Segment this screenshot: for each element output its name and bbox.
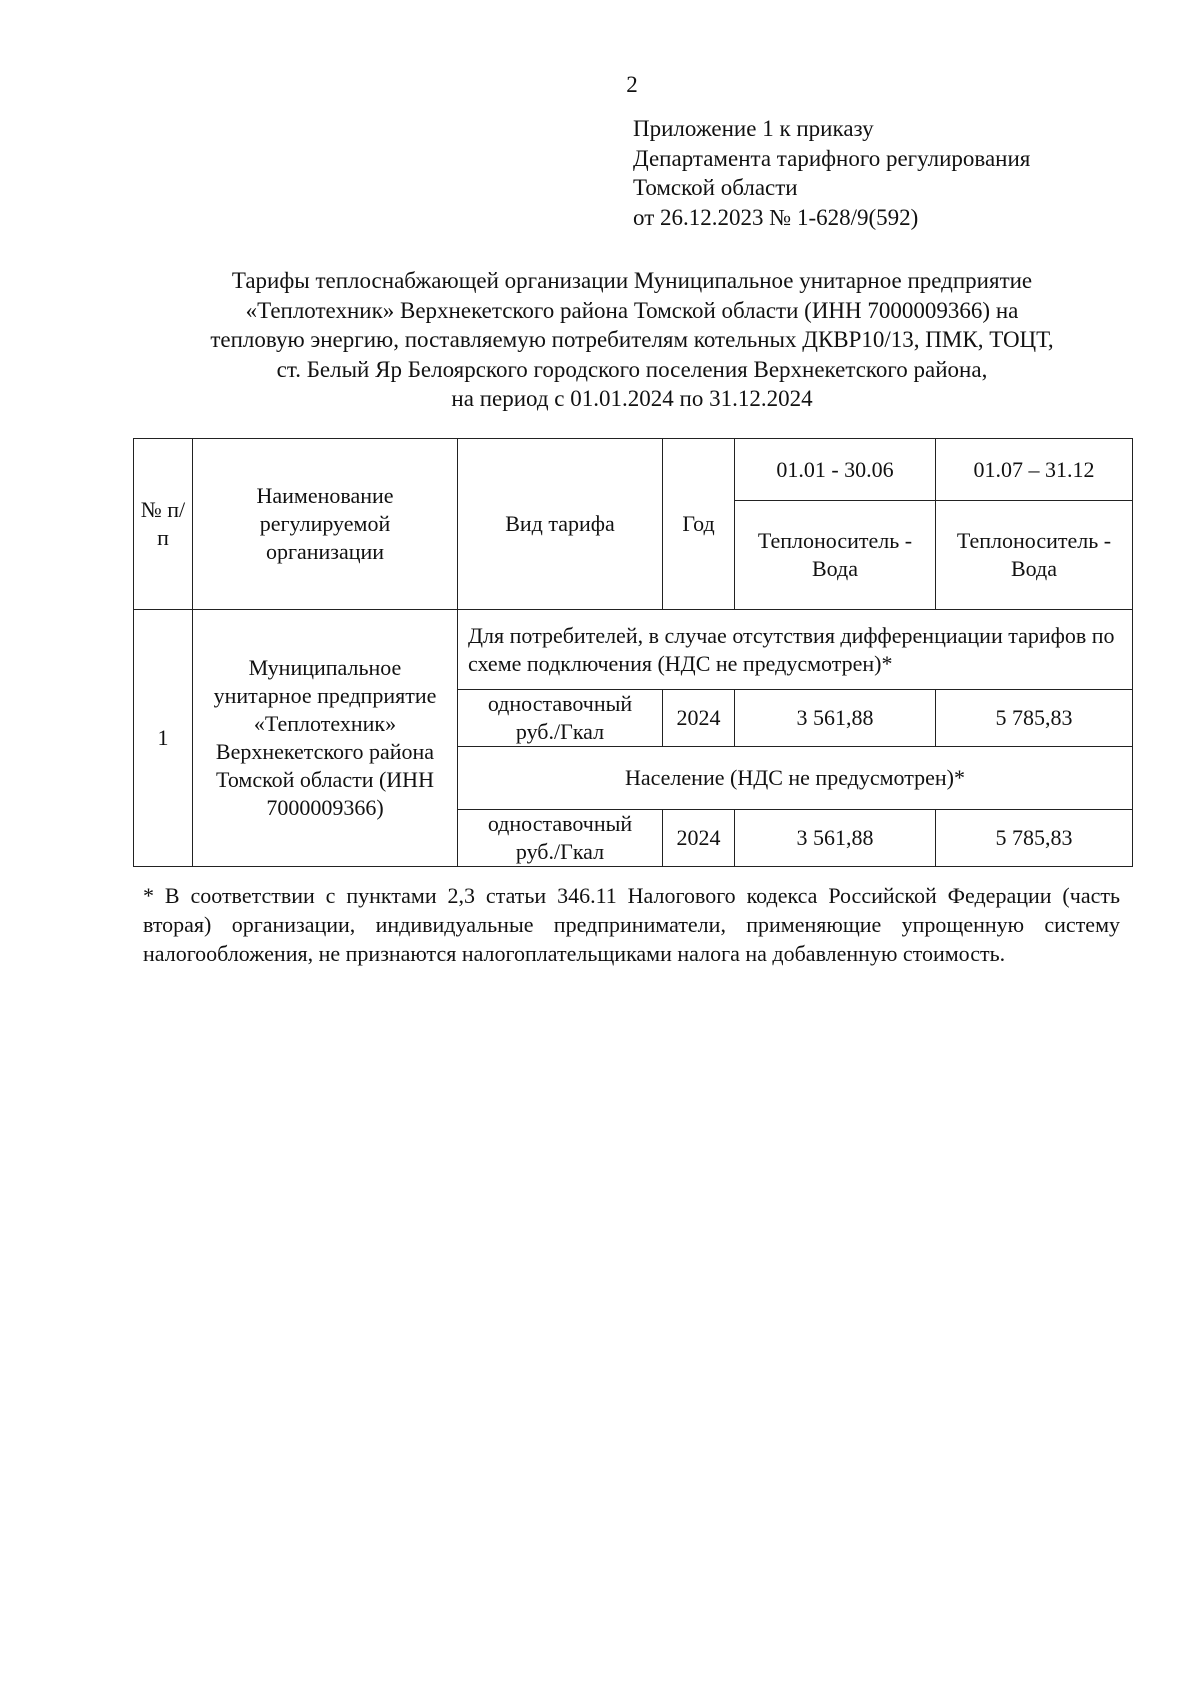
- title-line: «Теплотехник» Верхнекетского района Томской области (ИНН 7000009366) на: [245, 297, 1019, 323]
- document-title: [100, 266, 1164, 414]
- appendix-line: Томской области: [633, 175, 798, 200]
- header-period-2: 01.07 – 31.12: [936, 439, 1133, 501]
- tariff-type-cell: одноставочный руб./Гкал: [458, 810, 663, 867]
- title-line: на период с 01.01.2024 по 31.12.2024: [451, 386, 813, 411]
- appendix-line: Департамента тарифного регулирования: [633, 145, 1031, 171]
- tariff-table: [133, 438, 1133, 867]
- section-consumers: Для потребителей, в случае отсутствия дифференциации тарифов по схеме подключения (НДС не предусмотрен)*: [458, 610, 1133, 690]
- value-period-1: 3 561,88: [735, 810, 936, 867]
- page-number: 2: [626, 72, 638, 97]
- appendix-block: [633, 114, 1030, 232]
- section-population: Население (НДС не предусмотрен)*: [458, 747, 1133, 810]
- header-num: № п/п: [134, 439, 193, 610]
- appendix-line: Приложение 1 к приказу: [633, 116, 874, 141]
- value-period-2: 5 785,83: [936, 690, 1133, 747]
- row-org: Муниципальное унитарное предприятие «Теплотехник» Верхнекетского района Томской области (ИНН 7000009366): [193, 610, 458, 867]
- title-line: тепловую энергию, поставляемую потребителям котельных ДКВР10/13, ПМК, ТОЦТ,: [210, 327, 1054, 352]
- value-period-2: 5 785,83: [936, 810, 1133, 867]
- header-carrier-1: Теплоноситель - Вода: [735, 501, 936, 610]
- header-org: Наименование регулируемой организации: [193, 439, 458, 610]
- value-period-1: 3 561,88: [735, 690, 936, 747]
- appendix-line: от 26.12.2023 № 1-628/9(592): [633, 204, 919, 230]
- tariff-type-cell: одноставочный руб./Гкал: [458, 690, 663, 747]
- header-year: Год: [663, 439, 735, 610]
- title-line: Тарифы теплоснабжающей организации Муниципальное унитарное предприятие: [231, 268, 1033, 293]
- year-cell: 2024: [663, 690, 735, 747]
- header-carrier-2: Теплоноситель - Вода: [936, 501, 1133, 610]
- header-tariff-type: Вид тарифа: [458, 439, 663, 610]
- title-line: ст. Белый Яр Белоярского городского поселения Верхнекетского района,: [276, 356, 988, 382]
- row-num: 1: [134, 610, 193, 867]
- year-cell: 2024: [663, 810, 735, 867]
- footnote: * В соответствии с пунктами 2,3 статьи 346.11 Налогового кодекса Российской Федерации (часть вторая) организации, индивидуальные предприниматели, применяющие упрощенную систему налогообложения, не признаются налогоплательщиками налога на добавленную стоимость.: [143, 883, 1120, 966]
- header-period-1: 01.01 - 30.06: [735, 439, 936, 501]
